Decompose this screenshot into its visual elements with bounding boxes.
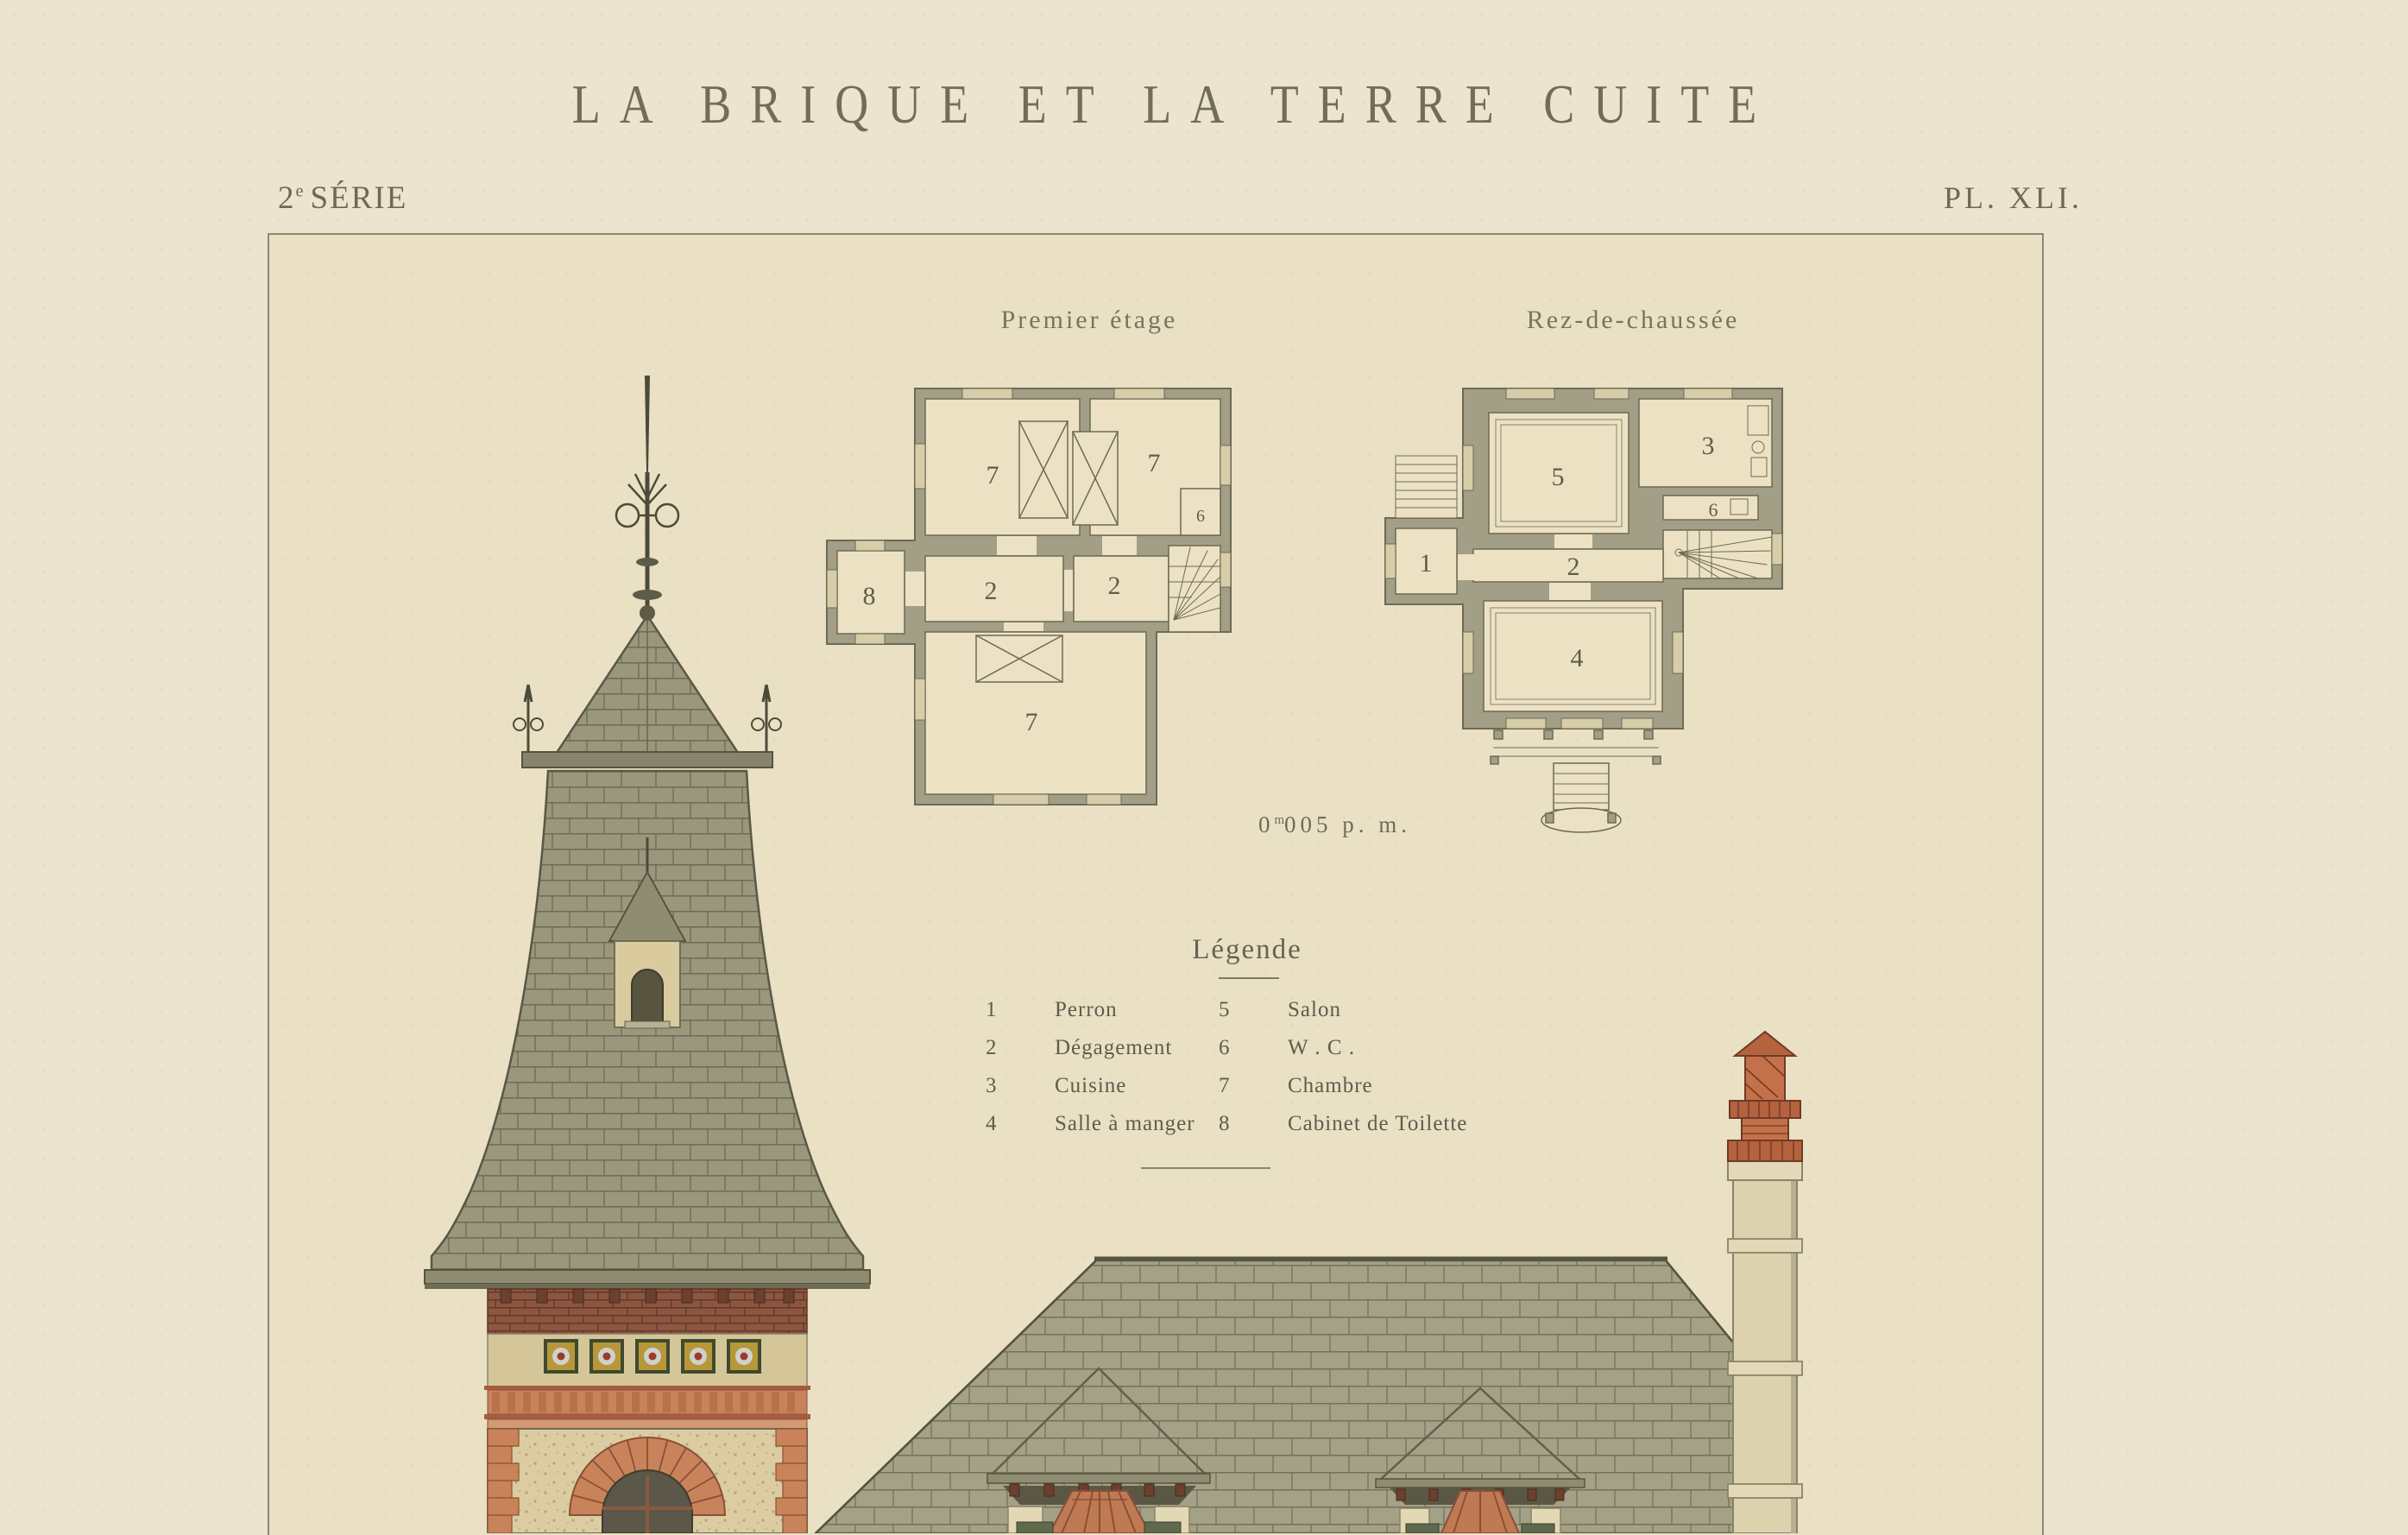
- room-number: 4: [1570, 644, 1584, 673]
- scale-note: 0$^m$005 p. m.: [1258, 812, 1412, 837]
- legend-item: 6 W . C .: [1219, 1036, 1356, 1059]
- room-number: 7: [986, 461, 999, 490]
- main-roof: [816, 1259, 1737, 1533]
- legend-item: 4 Salle à manger: [986, 1112, 1195, 1135]
- room-number: 5: [1551, 463, 1565, 491]
- tower-elevation: [425, 376, 870, 1533]
- legend-item: 7 Chambre: [1219, 1074, 1373, 1097]
- legend-heading: Légende: [1192, 934, 1302, 965]
- tile-frieze: [488, 1334, 807, 1389]
- chimney: [1728, 1032, 1802, 1533]
- spire-finial: [616, 376, 678, 621]
- room-number: 3: [1701, 432, 1715, 460]
- legend-item: 5 Salon: [1219, 998, 1341, 1021]
- room-number: 6: [1708, 499, 1718, 521]
- spire-parapet: [522, 752, 772, 768]
- first-floor-label: Premier étage: [1000, 306, 1178, 334]
- legend-item: 3 Cuisine: [986, 1074, 1127, 1097]
- page-title: LA BRIQUE ET LA TERRE CUITE: [571, 73, 1776, 135]
- room-number: 8: [862, 582, 876, 610]
- tower-eaves: [425, 1270, 870, 1284]
- room-number: 7: [1147, 449, 1161, 477]
- legend-item: 2 Dégagement: [986, 1036, 1173, 1059]
- room-number: 7: [1024, 708, 1038, 736]
- dentil-course: [484, 1386, 810, 1429]
- room-number: 1: [1419, 549, 1433, 578]
- room-number: 2: [1566, 553, 1580, 581]
- legend-item: 8 Cabinet de Toilette: [1219, 1112, 1468, 1135]
- room-number: 2: [1107, 572, 1121, 600]
- plate-number: PL. XLI.: [1944, 180, 2083, 215]
- legend-item: 1 Perron: [986, 998, 1118, 1021]
- elevation-drawing: [371, 367, 1890, 1533]
- room-number: 6: [1196, 507, 1205, 526]
- series-label: 2e SÉRIE: [278, 180, 408, 216]
- room-number: 2: [984, 577, 998, 605]
- ground-floor-label: Rez-de-chaussée: [1526, 306, 1740, 334]
- chimney-pot: [1728, 1032, 1802, 1161]
